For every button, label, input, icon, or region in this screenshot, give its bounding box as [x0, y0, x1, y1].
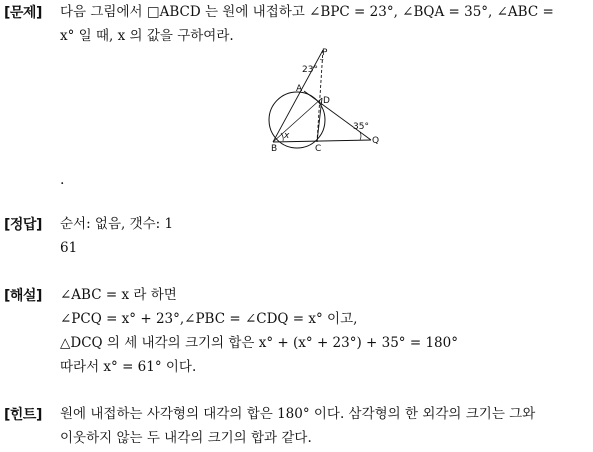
line-d-b [273, 98, 322, 142]
angle-arc-p [320, 59, 323, 60]
problem-line-1: 다음 그림에서 □ABCD 는 원에 내접하고 ∠BPC = 23°, ∠BQA = 35°, ∠ABC = [60, 4, 554, 20]
point-label-b: B [271, 144, 278, 153]
hint-line-1: 원에 내접하는 사각형의 대각의 합은 180° 이다. 삼각형의 한 외각의 크기는 그와 [60, 406, 536, 422]
explanation-line-1: ∠ABC = x 라 하면 [60, 287, 177, 303]
point-label-q: Q [372, 136, 380, 146]
angle-arc-q [360, 132, 361, 140]
explanation-line-4: 따라서 x° = 61° 이다. [60, 359, 197, 375]
point-label-a: A [296, 84, 303, 94]
line-a-q [304, 91, 371, 140]
answer-value: 61 [60, 240, 78, 256]
figure-dot: . [60, 172, 65, 188]
problem-line-2: x° 일 때, x 의 값을 구하여라. [60, 28, 234, 44]
point-label-d: D [323, 96, 330, 106]
angle-label-b: x [284, 131, 290, 141]
answer-line-1: 순서: 없음, 갯수: 1 [60, 216, 174, 232]
hint-line-2: 이웃하지 않는 두 내각의 크기의 합과 같다. [60, 430, 312, 446]
line-p-b [273, 50, 323, 142]
point-label-p: P [322, 48, 328, 58]
angle-label-q: 35° [353, 122, 369, 132]
geometry-figure [262, 45, 392, 153]
explanation-line-2: ∠PCQ = x° + 23°,∠PBC = ∠CDQ = x° 이고, [60, 311, 358, 327]
problem-label: [문제] [4, 5, 42, 21]
hint-label: [힌트] [4, 407, 42, 423]
line-d-c [317, 98, 322, 142]
angle-label-p: 23° [302, 65, 318, 75]
point-label-c: C [315, 144, 322, 153]
explanation-line-3: △DCQ 의 세 내각의 크기의 합은 x° + (x° + 23°) + 35° = 180° [60, 335, 458, 351]
answer-label: [정답] [4, 217, 42, 233]
explanation-label: [해설] [4, 288, 42, 304]
